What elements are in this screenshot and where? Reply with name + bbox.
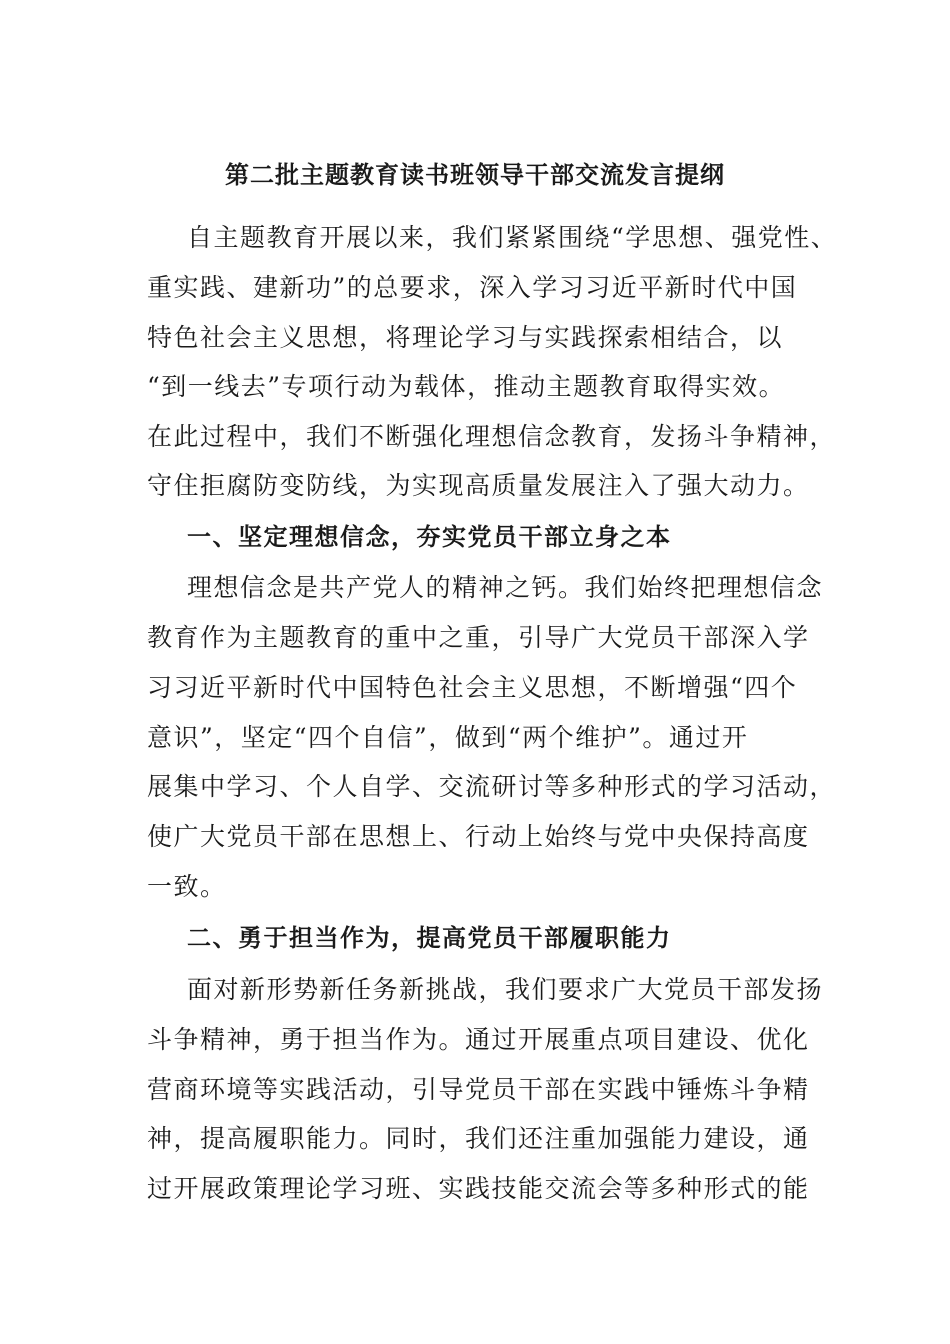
paragraph-line: 神，提高履职能力。同时，我们还注重加强能力建设，通: [147, 1124, 810, 1153]
intro-line: “到一线去”专项行动为载体，推动主题教育取得实效。: [147, 372, 786, 401]
paragraph-line: 使广大党员干部在思想上、行动上始终与党中央保持高度: [147, 822, 810, 851]
paragraph-line: 面对新形势新任务新挑战，我们要求广大党员干部发扬: [187, 975, 824, 1004]
intro-line: 守住拒腐防变防线，为实现高质量发展注入了强大动力。: [147, 471, 810, 500]
paragraph-line: 过开展政策理论学习班、实践技能交流会等多种形式的能: [147, 1174, 810, 1203]
paragraph-line: 展集中学习、个人自学、交流研讨等多种形式的学习活动，: [147, 772, 837, 801]
document-title: 第二批主题教育读书班领导干部交流发言提纲: [225, 160, 725, 189]
section-heading: 二、勇于担当作为，提高党员干部履职能力: [187, 923, 672, 952]
paragraph-line: 教育作为主题教育的重中之重，引导广大党员干部深入学: [147, 623, 810, 652]
intro-line: 自主题教育开展以来，我们紧紧围绕“学思想、强党性、: [187, 223, 838, 252]
intro-line: 重实践、建新功”的总要求，深入学习习近平新时代中国: [147, 273, 798, 302]
intro-line: 在此过程中，我们不断强化理想信念教育，发扬斗争精神，: [147, 422, 837, 451]
section-heading: 一、坚定理想信念，夯实党员干部立身之本: [187, 522, 672, 551]
paragraph-line: 一致。: [147, 872, 227, 901]
paragraph-line: 理想信念是共产党人的精神之钙。我们始终把理想信念: [187, 573, 824, 602]
paragraph-line: 习习近平新时代中国特色社会主义思想，不断增强“四个: [147, 673, 798, 702]
paragraph-line: 斗争精神，勇于担当作为。通过开展重点项目建设、优化: [147, 1025, 810, 1054]
paragraph-line: 意识”，坚定“四个自信”，做到“两个维护”。通过开: [147, 723, 749, 752]
intro-line: 特色社会主义思想，将理论学习与实践探索相结合，以: [147, 323, 784, 352]
paragraph-line: 营商环境等实践活动，引导党员干部在实践中锤炼斗争精: [147, 1075, 810, 1104]
